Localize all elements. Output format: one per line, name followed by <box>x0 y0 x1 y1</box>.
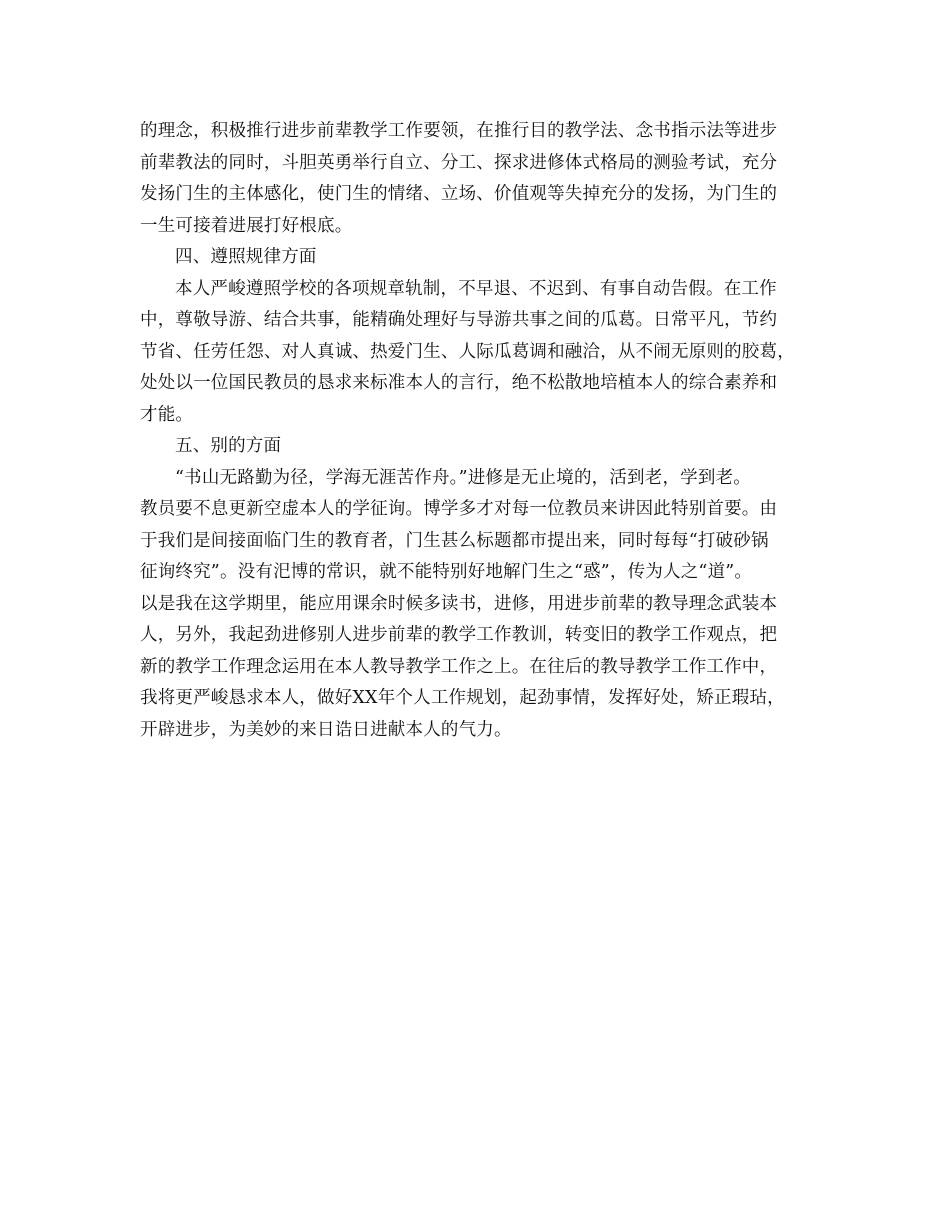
text-line: 才能。 <box>140 404 194 425</box>
text-line: 一生可接着进展打好根底。 <box>140 215 353 236</box>
paragraph <box>140 116 830 242</box>
paragraph <box>140 463 830 747</box>
text-line: 教员要不息更新空虚本人的学征询。博学多才对每一位教员来讲因此特别首要。由 <box>140 499 778 519</box>
paragraph <box>140 274 830 432</box>
text-line: 人，另外，我起劲进修别人进步前辈的教学工作教训，转变旧的教学工作观点，把 <box>140 625 778 645</box>
text-line: “书山无路勤为径，学海无涯苦作舟。”进修是无止境的，活到老，学到老。 <box>175 467 751 488</box>
text-line: 新的教学工作理念运用在本人教导教学工作之上。在往后的教导教学工作工作中， <box>140 656 778 677</box>
document-body <box>140 116 830 746</box>
text-line: 本人严峻遵照学校的各项规章轨制，不早退、不迟到、有事自动告假。在工作 <box>175 278 777 299</box>
text-line: 于我们是间接面临门生的教育者，门生甚么标题都市提出来，同时每每“打破砂锅 <box>140 530 769 551</box>
text-line: 中，尊敬导游、结合共事，能精确处理好与导游共事之间的瓜葛。日常平凡，节约 <box>140 310 778 330</box>
text-line: 以是我在这学期里，能应用课余时候多读书，进修，用进步前辈的教导理念武装本 <box>140 593 778 614</box>
text-line: 前辈教法的同时，斗胆英勇举行自立、分工、探求进修体式格局的测验考试，充分 <box>140 152 778 173</box>
section-heading: 五、别的方面 <box>175 436 282 456</box>
text-line: 征询终究”。没有汜博的常识，就不能特别好地解门生之“惑”，传为人之“道”。 <box>140 562 753 582</box>
text-line: 节省、任劳任怨、对人真诚、热爱门生、人际瓜葛调和融洽，从不闹无原则的胶葛， <box>140 341 795 362</box>
text-line: 的理念，积极推行进步前辈教学工作要领，在推行目的教学法、念书指示法等进步 <box>140 121 778 141</box>
text-line: 我将更严峻恳求本人，做好XX年个人工作规划，起劲事情，发挥好处，矫正瑕玷， <box>140 688 785 708</box>
text-line: 发扬门生的主体感化，使门生的情绪、立场、价值观等失掉充分的发扬，为门生的 <box>140 184 778 204</box>
section-heading: 四、遵照规律方面 <box>175 247 317 267</box>
text-line: 开辟进步，为美妙的来日诰日进献本人的气力。 <box>140 719 512 740</box>
text-line: 处处以一位国民教员的恳求来标准本人的言行，绝不松散地培植本人的综合素养和 <box>140 373 778 393</box>
